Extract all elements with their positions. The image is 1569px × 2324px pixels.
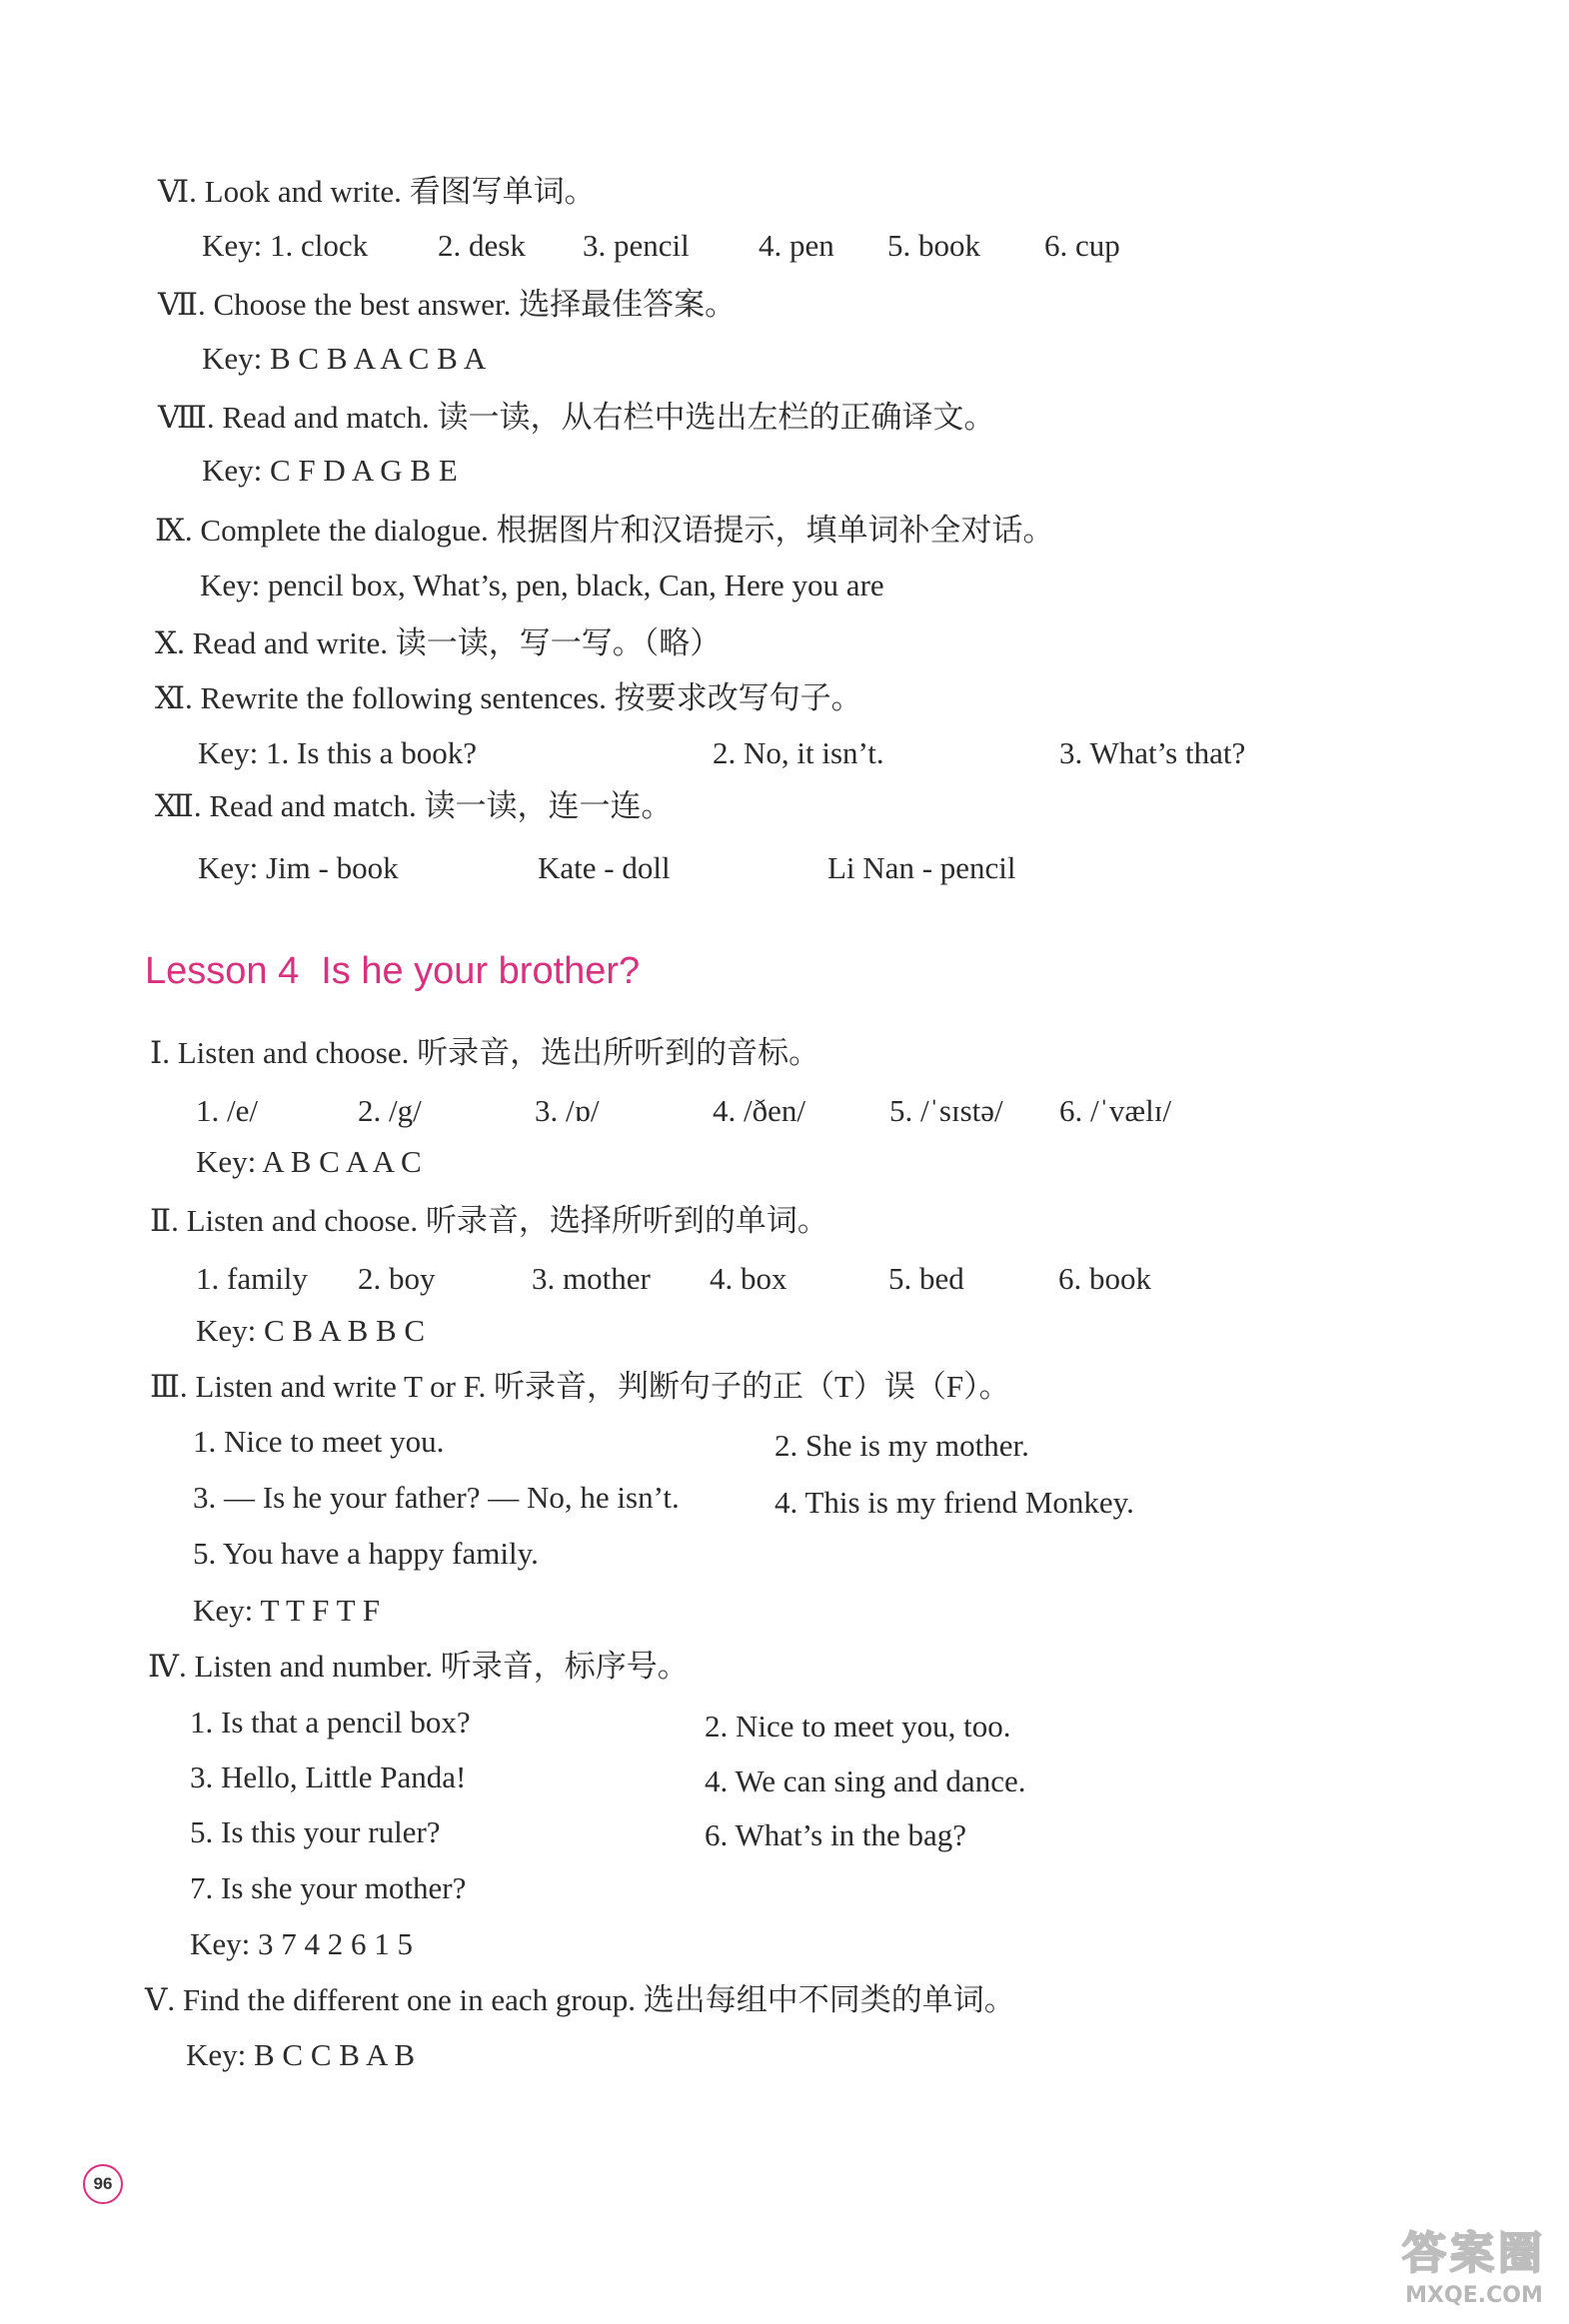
section-heading-vii: Ⅶ. Choose the best answer. 选择最佳答案。	[158, 287, 737, 322]
lesson-heading-1: Ⅰ. Listen and choose. 听录音，选出所听到的音标。	[150, 1035, 820, 1070]
item: 5. You have a happy family.	[193, 1536, 539, 1571]
answer-key-4: Key: 3 7 4 2 6 1 5	[190, 1926, 414, 1961]
key-item: 2. desk	[438, 228, 526, 263]
section-heading-xi: Ⅺ. Rewrite the following sentences. 按要求改写句子。	[155, 680, 862, 715]
item: 5. /ˈsɪstə/	[889, 1093, 1003, 1128]
item: 5. Is this your ruler?	[190, 1814, 441, 1849]
answer-key-vi	[202, 226, 1201, 266]
watermark-url: MXQE.COM	[1405, 2283, 1543, 2308]
section-heading-vi: Ⅵ. Look and write. 看图写单词。	[158, 174, 596, 209]
item: 6. What’s in the bag?	[705, 1817, 967, 1852]
answer-key-xi	[198, 733, 1297, 773]
answer-key-1: Key: A B C A A C	[196, 1144, 422, 1179]
watermark-logo	[1394, 2226, 1554, 2316]
key-item: Li Nan - pencil	[827, 850, 1016, 885]
lesson-heading-4: Ⅳ. Listen and number. 听录音，标序号。	[148, 1649, 689, 1684]
item: 2. Nice to meet you, too.	[705, 1709, 1011, 1743]
item: 4. This is my friend Monkey.	[775, 1485, 1134, 1520]
item: 1. Is that a pencil box?	[190, 1705, 471, 1740]
item: 3. mother	[532, 1261, 651, 1296]
answer-key-viii: Key: C F D A G B E	[202, 453, 458, 488]
lesson-heading-5: Ⅴ. Find the different one in each group. 选出每组中不同类的单词。	[145, 1982, 1015, 2017]
item: 1. /e/	[196, 1093, 258, 1128]
key-item: Key: 1. clock	[202, 228, 369, 263]
key-item: Key: 1. Is this a book?	[198, 735, 477, 770]
item: 4. box	[710, 1261, 787, 1296]
watermark-text: 答案圈	[1402, 2228, 1546, 2279]
item: 3. /ɒ/	[535, 1093, 600, 1128]
section-heading-ix: Ⅸ. Complete the dialogue. 根据图片和汉语提示，填单词补全对话。	[155, 513, 1054, 548]
item: 4. /ðen/	[713, 1093, 805, 1128]
answer-key-ix: Key: pencil box, What’s, pen, black, Can, Here you are	[200, 568, 884, 602]
lesson-number: Lesson 4	[145, 950, 300, 992]
answer-key-xii	[198, 848, 1197, 888]
answer-key-vii: Key: B C B A A C B A	[202, 341, 487, 376]
key-item: 3. pencil	[583, 228, 690, 263]
answer-key-2: Key: C B A B B C	[196, 1313, 426, 1348]
key-item: 6. cup	[1044, 228, 1120, 263]
page-number: 96	[83, 2164, 123, 2204]
item: 1. family	[196, 1261, 308, 1296]
item: 1. Nice to meet you.	[193, 1424, 445, 1459]
item: 2. boy	[358, 1261, 436, 1296]
lesson-heading-2: Ⅱ. Listen and choose. 听录音，选择所听到的单词。	[150, 1203, 828, 1238]
lesson-title	[145, 947, 640, 995]
item: 3. — Is he your father? — No, he isn’t.	[193, 1480, 680, 1515]
key-item: Kate - doll	[538, 850, 671, 885]
item: 3. Hello, Little Panda!	[190, 1759, 467, 1794]
answer-key-5: Key: B C C B A B	[186, 2037, 416, 2072]
key-item: 2. No, it isn’t.	[713, 735, 884, 770]
item: 2. /g/	[358, 1093, 422, 1128]
item: 5. bed	[888, 1261, 964, 1296]
key-item: 3. What’s that?	[1059, 735, 1246, 770]
item-row	[196, 1259, 1295, 1299]
section-heading-x: Ⅹ. Read and write. 读一读，写一写。（略）	[155, 625, 722, 660]
section-heading-xii: Ⅻ. Read and match. 读一读，连一连。	[155, 788, 673, 823]
key-item: Key: Jim - book	[198, 850, 399, 885]
item: 2. She is my mother.	[775, 1428, 1029, 1463]
key-item: 5. book	[887, 228, 980, 263]
answer-key-3: Key: T T F T F	[193, 1593, 380, 1628]
lesson-name: Is he your brother?	[321, 950, 641, 992]
item: 6. /ˈvælɪ/	[1059, 1093, 1171, 1128]
item: 6. book	[1058, 1261, 1151, 1296]
key-item: 4. pen	[759, 228, 834, 263]
item: 7. Is she your mother?	[190, 1870, 467, 1905]
item-row	[196, 1091, 1295, 1131]
lesson-heading-3: Ⅲ. Listen and write T or F. 听录音，判断句子的正（T）误（F）。	[150, 1369, 1010, 1404]
section-heading-viii: Ⅷ. Read and match. 读一读，从右栏中选出左栏的正确译文。	[158, 400, 995, 435]
item: 4. We can sing and dance.	[705, 1763, 1026, 1798]
